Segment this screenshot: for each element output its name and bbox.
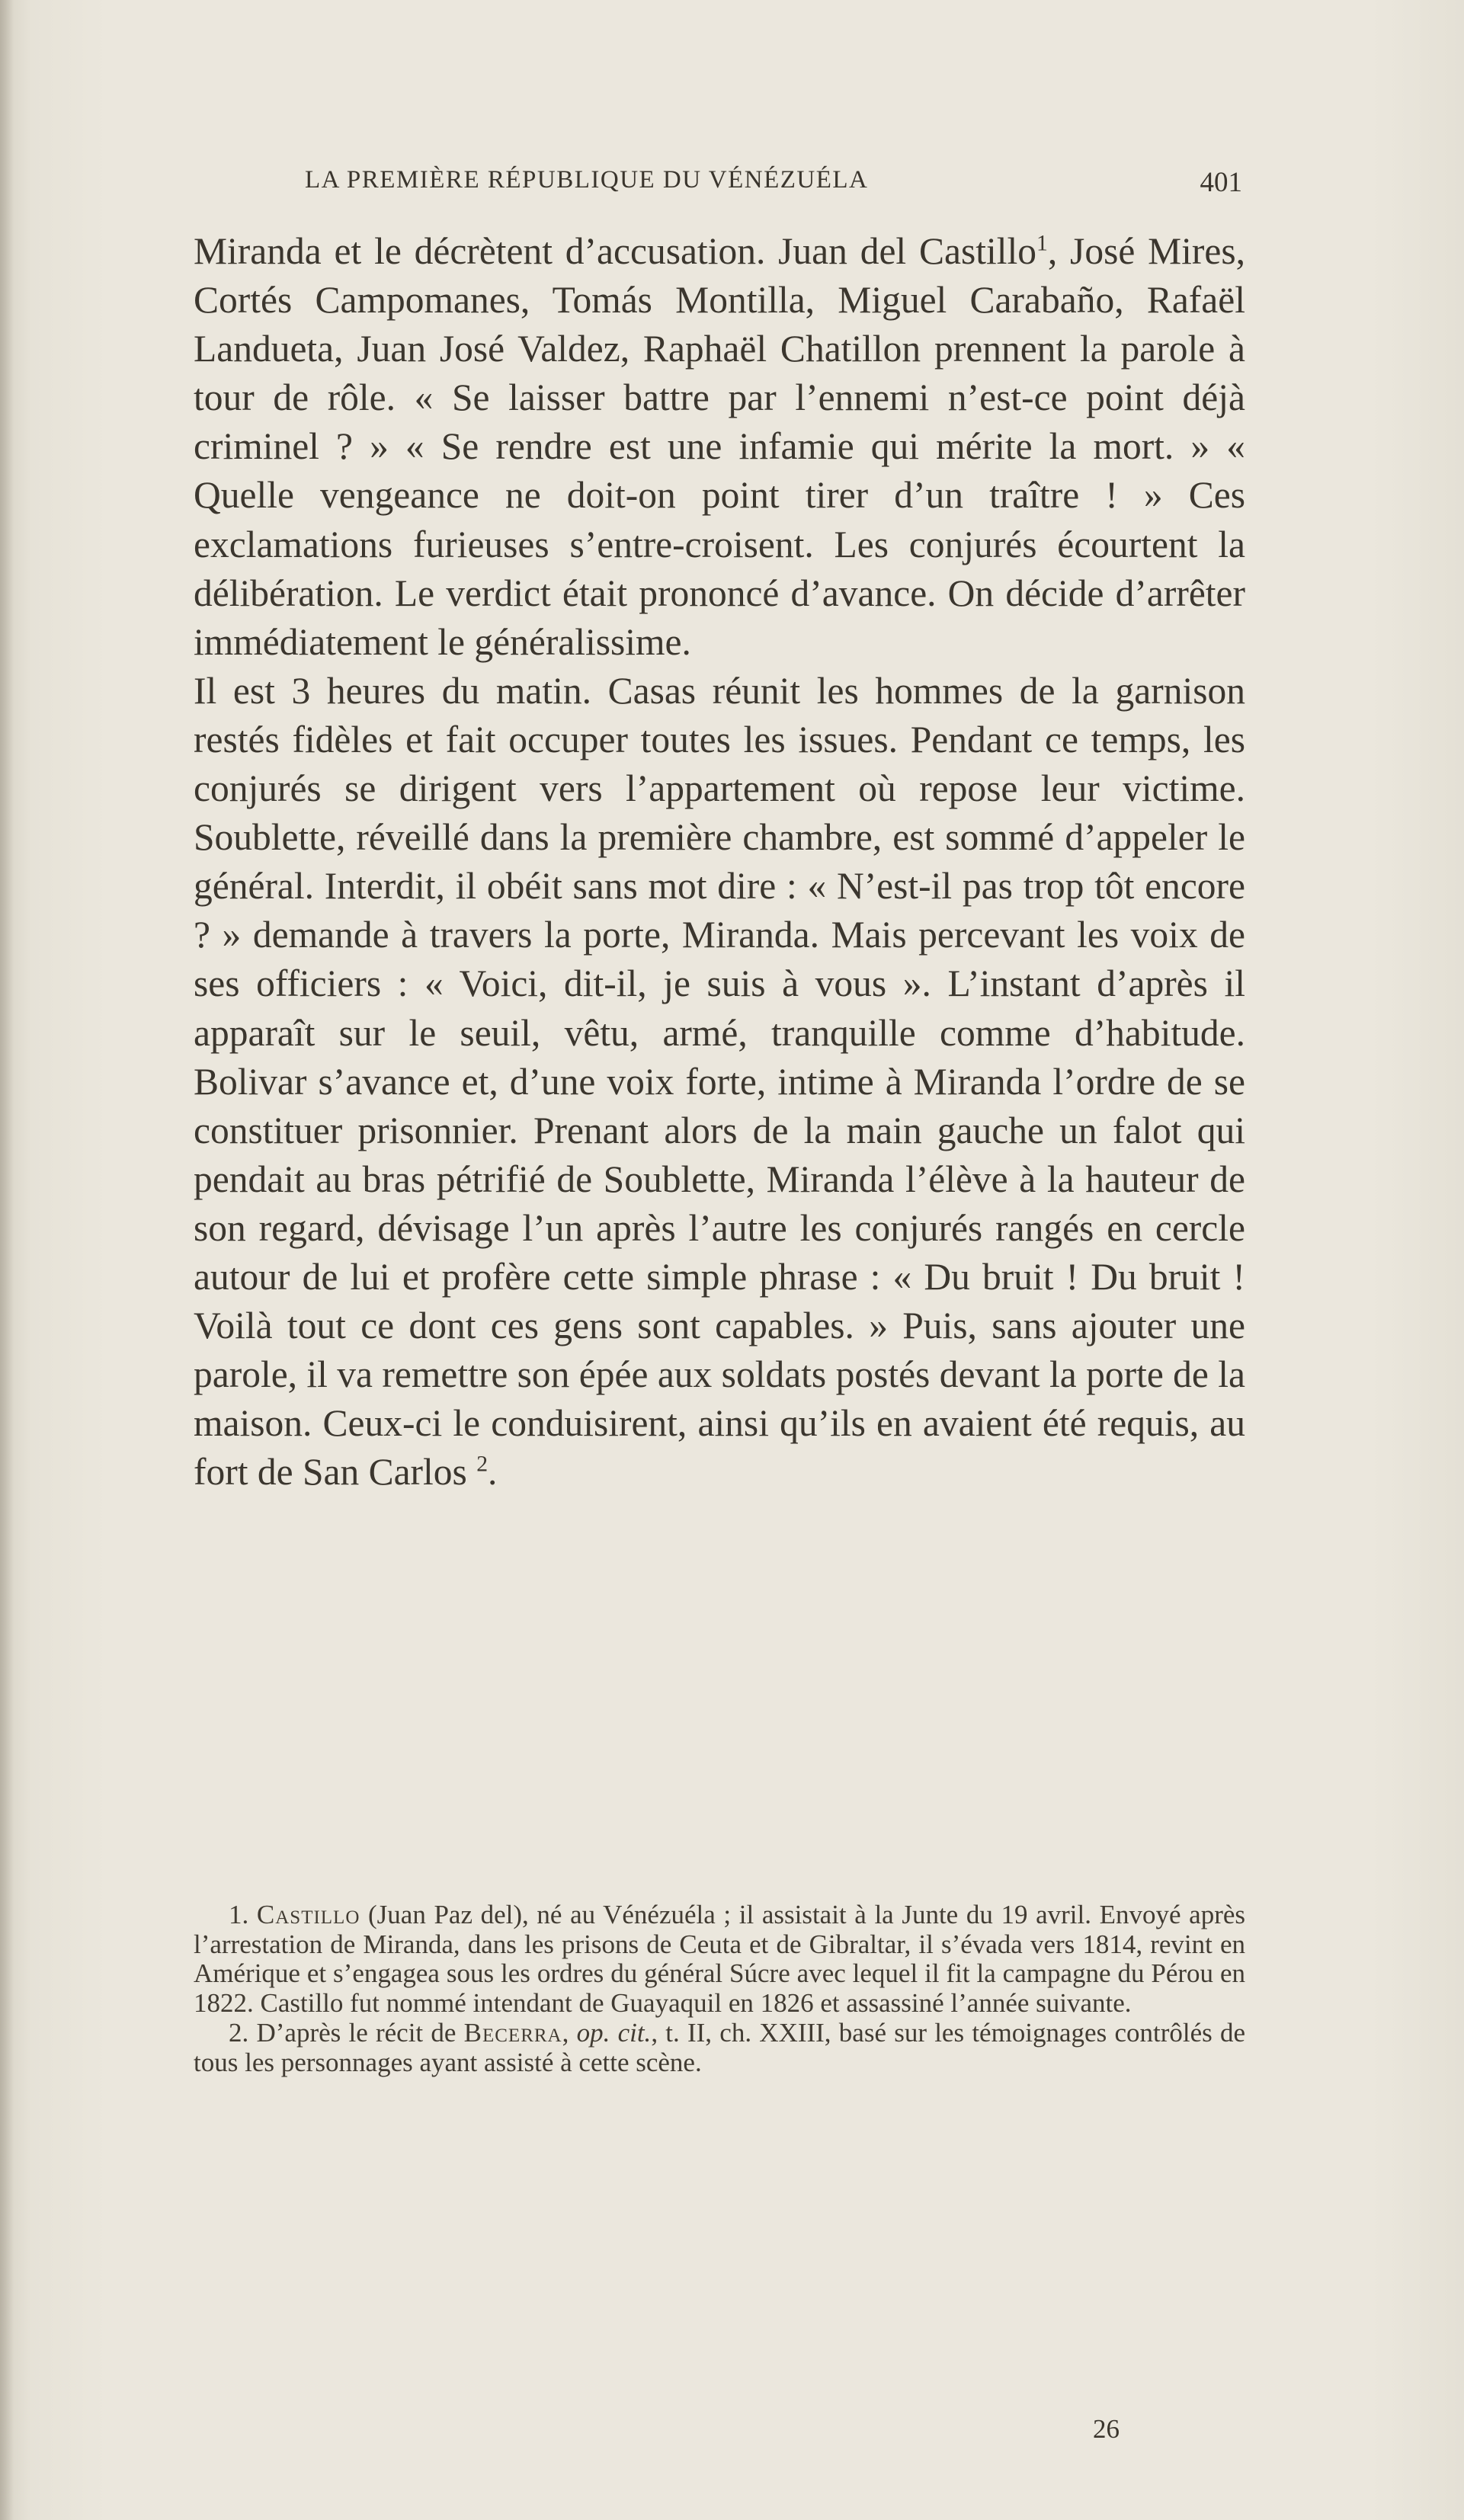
- page-number: 401: [1200, 167, 1242, 198]
- running-title: LA PREMIÈRE RÉPUBLIQUE DU VÉNÉZUÉLA: [305, 166, 869, 194]
- signature-number: 26: [1093, 2414, 1120, 2444]
- paragraph-2: [194, 667, 1245, 1497]
- footnote-mark-2: 2: [476, 1452, 489, 1477]
- footnote-2-op-cit: op. cit.: [576, 2017, 652, 2048]
- footnote-2-number: 2.: [229, 2017, 249, 2048]
- footnote-1: [194, 1900, 1245, 2019]
- footnotes: [194, 1900, 1245, 2077]
- paragraph-1-part-a: Miranda et le décrètent d’accusation. Juan del Castillo: [194, 230, 1037, 272]
- main-text: [194, 227, 1245, 1497]
- paragraph-1: [194, 227, 1245, 667]
- footnote-2: [194, 2019, 1245, 2077]
- footnote-1-text: (Juan Paz del), né au Vénézuéla ; il assistait à la Junte du 19 avril. Envoyé après l’arrestation de Miranda, dans les prisons de Ceuta et de Gibraltar, il s’évada vers 1814, revint en Amérique et s’engagea sous les ordres du général Súcre avec lequel il fit la campagne du Pérou en 1822. Castillo fut nommé intendant de Guayaquil en 1826 et assassiné l’année suivante.: [194, 1900, 1245, 2019]
- footnote-1-name: Castillo: [256, 1900, 360, 1929]
- footnote-2-pre: D’après le récit de: [248, 2017, 464, 2048]
- footnote-2-author: Becerra: [463, 2017, 562, 2048]
- footnote-1-number: 1.: [229, 1900, 249, 1929]
- footnote-mark-1: 1: [1036, 231, 1048, 256]
- footnote-2-mid: ,: [562, 2017, 577, 2048]
- paragraph-1-part-b: , José Mires, Cortés Campomanes, Tomás Montilla, Miguel Carabaño, Rafaël Landueta, Juan José Valdez, Raphaël Chatillon prennent la parole à tour de rôle. « Se laisser battre par l’ennemi n’est-ce point déjà criminel ? » « Se rendre est une infamie qui mérite la mort. » « Quelle vengeance ne doit-on point tirer d’un traître ! » Ces exclamations furieuses s’entre-croisent. Les conjurés écourtent la délibération. Le verdict était prononcé d’avance. On décide d’arrêter immédiatement le généralissime.: [194, 230, 1245, 663]
- footnote-2-text: , t. II, ch. XXIII, basé sur les témoignages contrôlés de tous les personnages ayant assisté à cette scène.: [194, 2017, 1245, 2077]
- paragraph-2-end: .: [488, 1451, 498, 1494]
- running-head: [305, 166, 1242, 212]
- paragraph-2-text: Il est 3 heures du matin. Casas réunit les hommes de la garnison restés fidèles et fait occuper toutes les issues. Pendant ce temps, les conjurés se dirigent vers l’appartement où repose leur victime. Soublette, réveillé dans la première chambre, est sommé d’appeler le général. Interdit, il obéit sans mot dire : « N’est-il pas trop tôt encore ? » demande à travers la porte, Miranda. Mais percevant les voix de ses officiers : « Voici, dit-il, je suis à vous ». L’instant d’après il apparaît sur le seuil, vêtu, armé, tranquille comme d’habitude. Bolivar s’avance et, d’une voix forte, intime à Miranda l’ordre de se constituer prisonnier. Prenant alors de la main gauche un falot qui pendait au bras pétrifié de Soublette, Miranda l’élève à la hauteur de son regard, dévisage l’un après l’autre les conjurés rangés en cercle autour de lui et profère cette simple phrase : « Du bruit ! Du bruit ! Voilà tout ce dont ces gens sont capables. » Puis, sans ajouter une parole, il va remettre son épée aux soldats postés devant la porte de la maison. Ceux-ci le conduisirent, ainsi qu’ils en avaient été requis, au fort de San Carlos: [194, 669, 1246, 1494]
